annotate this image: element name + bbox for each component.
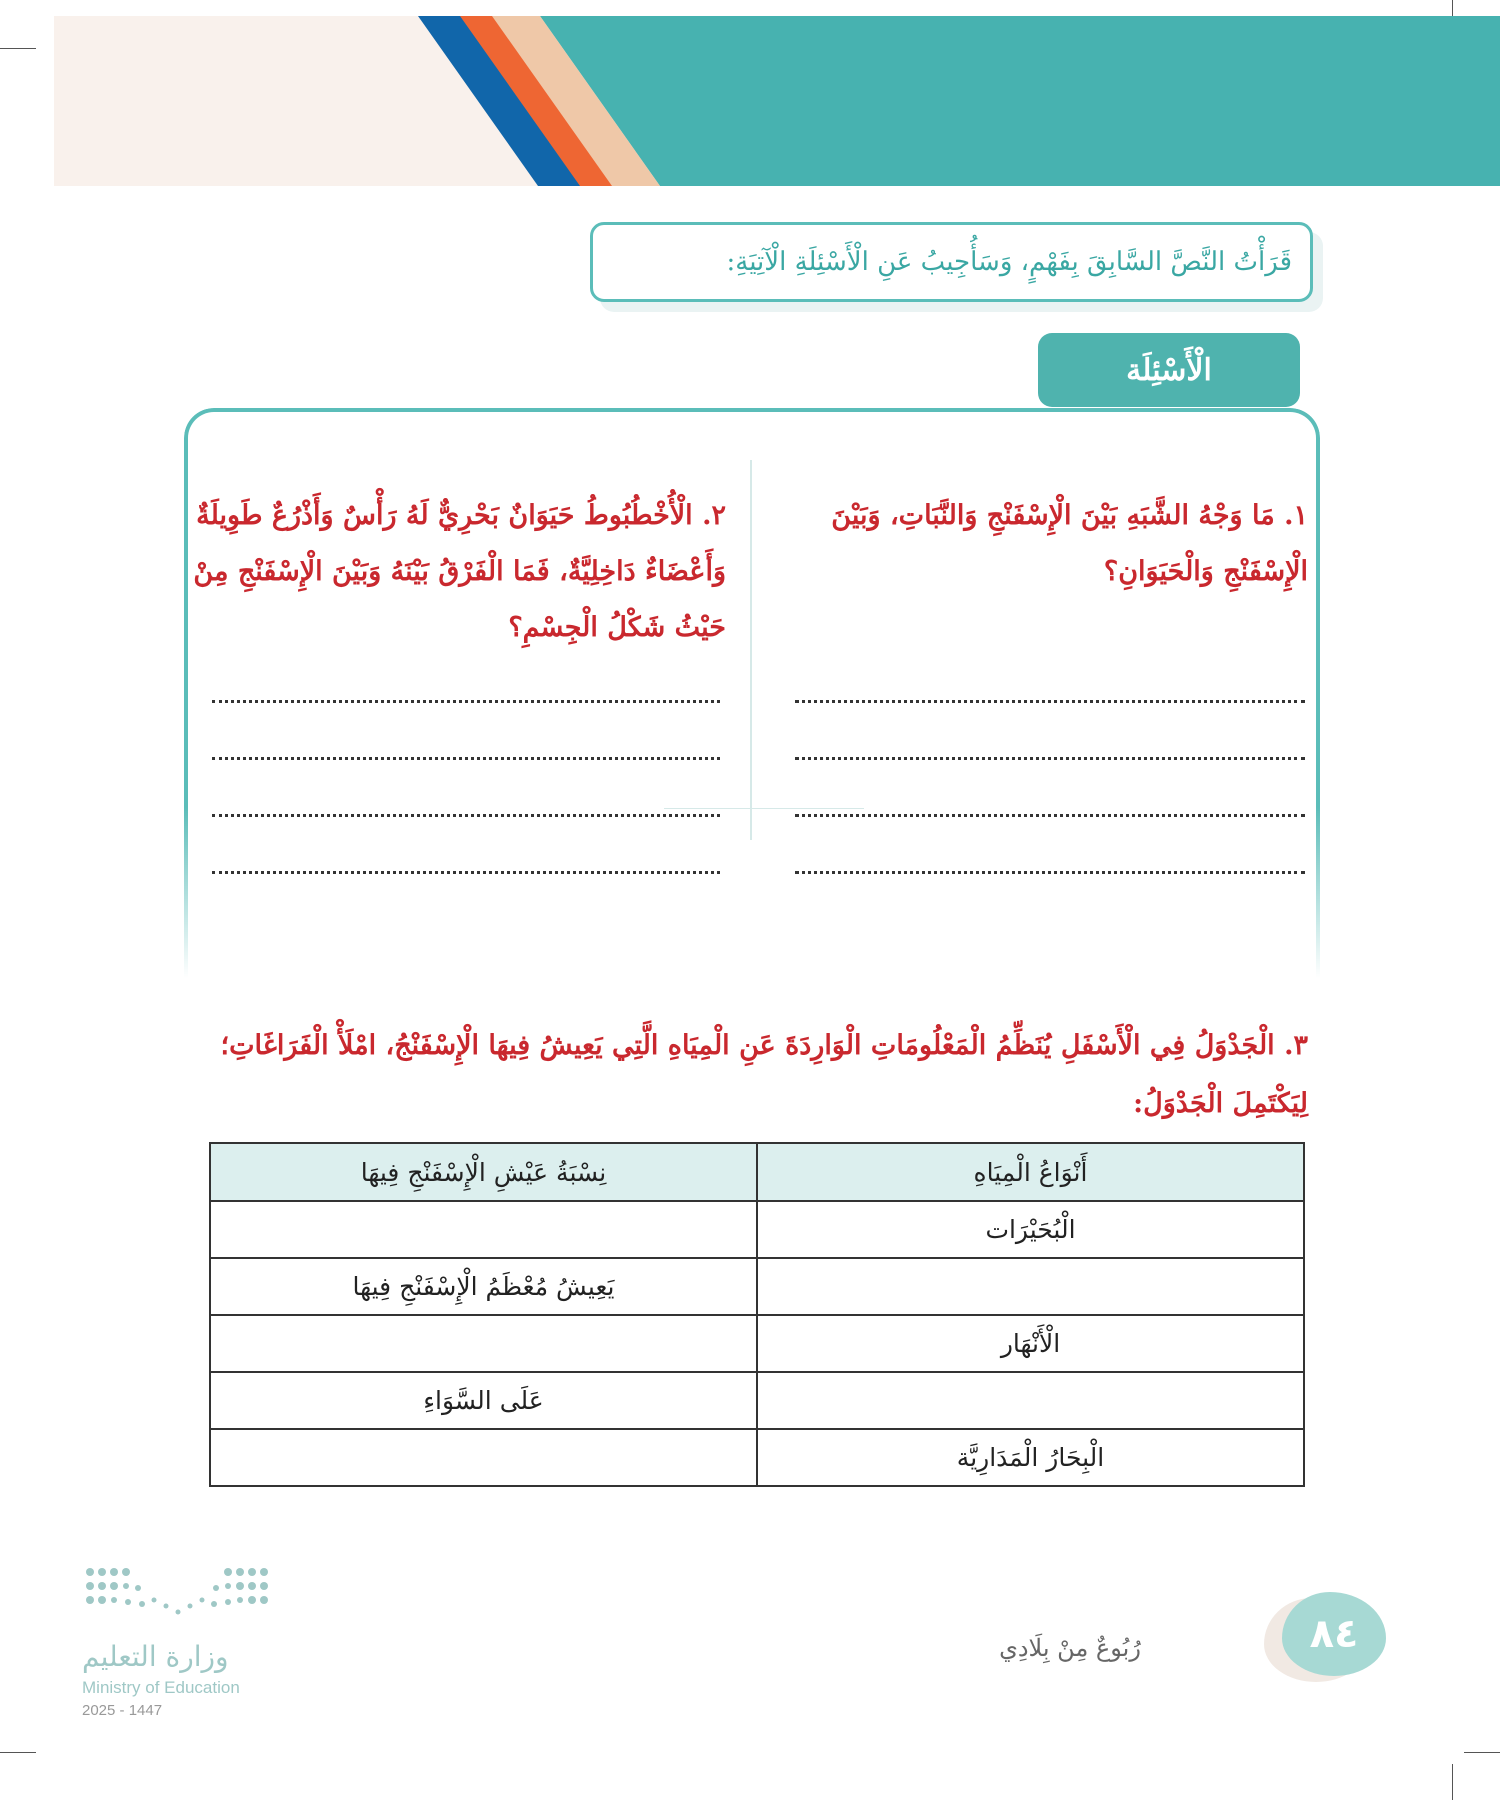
intro-text: قَرَأْتُ النَّصَّ السَّابِقَ بِفَهْمٍ، وَسَأُجِيبُ عَنِ الْأَسْئِلَةِ الْآتِيَةِ: bbox=[726, 247, 1292, 277]
table-header-cell: أَنْوَاعُ الْمِيَاهِ bbox=[757, 1143, 1304, 1201]
answer-line-q1[interactable] bbox=[795, 700, 1305, 703]
crop-mark bbox=[1452, 1764, 1453, 1800]
answer-line-q1[interactable] bbox=[795, 871, 1305, 874]
table-row bbox=[210, 1258, 1304, 1315]
table-cell-blank[interactable] bbox=[757, 1258, 1304, 1315]
question-3: ٣. الْجَدْوَلُ فِي الْأَسْفَلِ يُنَظِّمُ الْمَعْلُومَاتِ الْوَارِدَةَ عَنِ الْمِيَاهِ الَّتِي يَعِيشُ فِيهَا الْإِسْفَنْجُ، امْلَأْ الْفَرَاغَاتِ؛ لِيَكْتَمِلَ الْجَدْوَلُ: bbox=[220, 1030, 1308, 1119]
edition-year: 2025 - 1447 bbox=[82, 1702, 163, 1719]
crop-mark bbox=[1464, 1752, 1500, 1753]
answer-line-q2[interactable] bbox=[212, 757, 720, 760]
answer-line-q1[interactable] bbox=[795, 757, 1305, 760]
table-cell-blank[interactable] bbox=[210, 1315, 757, 1372]
table-row bbox=[210, 1201, 1304, 1258]
answer-line-q2[interactable] bbox=[212, 871, 720, 874]
question-2: ٢. الْأُخْطُبُوطُ حَيَوَانٌ بَحْرِيٌّ لَهُ رَأْسٌ وَأَذْرُعٌ طَوِيلَةٌ وَأَعْضَاءٌ دَاخِلِيَّةٌ، فَمَا الْفَرْقُ بَيْنَهُ وَبَيْنَ الْإِسْفَنْجِ مِنْ حَيْثُ شَكْلُ الْجِسْمِ؟ bbox=[193, 500, 726, 643]
ministry-name-en: Ministry of Education bbox=[82, 1678, 240, 1697]
column-divider bbox=[750, 460, 752, 840]
answer-line-q1[interactable] bbox=[795, 814, 1305, 817]
table-row bbox=[210, 1429, 1304, 1486]
questions-tab bbox=[1038, 333, 1300, 407]
row-divider bbox=[664, 808, 864, 809]
table-cell-blank[interactable] bbox=[210, 1429, 757, 1486]
answer-line-q2[interactable] bbox=[212, 814, 720, 817]
ministry-name-ar: وزارة التعليم bbox=[82, 1640, 229, 1673]
table-header-row bbox=[210, 1143, 1304, 1201]
table-row bbox=[210, 1372, 1304, 1429]
table-cell: يَعِيشُ مُعْظَمُ الْإِسْفَنْجِ فِيهَا bbox=[210, 1258, 757, 1315]
question-1: ١. مَا وَجْهُ الشَّبَهِ بَيْنَ الْإِسْفَنْجِ وَالنَّبَاتِ، وَبَيْنَ الْإِسْفَنْجِ وَالْحَيَوَانِ؟ bbox=[831, 500, 1308, 587]
table-cell-blank[interactable] bbox=[757, 1372, 1304, 1429]
table-row bbox=[210, 1315, 1304, 1372]
answer-line-q2[interactable] bbox=[212, 700, 720, 703]
book-title: رُبُوعٌ مِنْ بِلَادِي bbox=[999, 1634, 1141, 1662]
table-cell: الْبُحَيْرَات bbox=[757, 1201, 1304, 1258]
water-types-table bbox=[209, 1142, 1305, 1487]
crop-mark bbox=[0, 1752, 36, 1753]
intro-box bbox=[590, 222, 1313, 302]
table-cell: الْبِحَارُ الْمَدَارِيَّة bbox=[757, 1429, 1304, 1486]
ministry-logo-icon bbox=[82, 1564, 272, 1624]
header-stripes bbox=[0, 16, 1500, 186]
table-cell: عَلَى السَّوَاءِ bbox=[210, 1372, 757, 1429]
table-cell: الْأَنْهَار bbox=[757, 1315, 1304, 1372]
questions-tab-label: الْأَسْئِلَة bbox=[1126, 352, 1212, 388]
page-number: ٨٤ bbox=[1309, 1611, 1359, 1657]
table-cell-blank[interactable] bbox=[210, 1201, 757, 1258]
table-header-cell: نِسْبَةُ عَيْشِ الْإِسْفَنْجِ فِيهَا bbox=[210, 1143, 757, 1201]
page-number-badge bbox=[1282, 1592, 1386, 1676]
